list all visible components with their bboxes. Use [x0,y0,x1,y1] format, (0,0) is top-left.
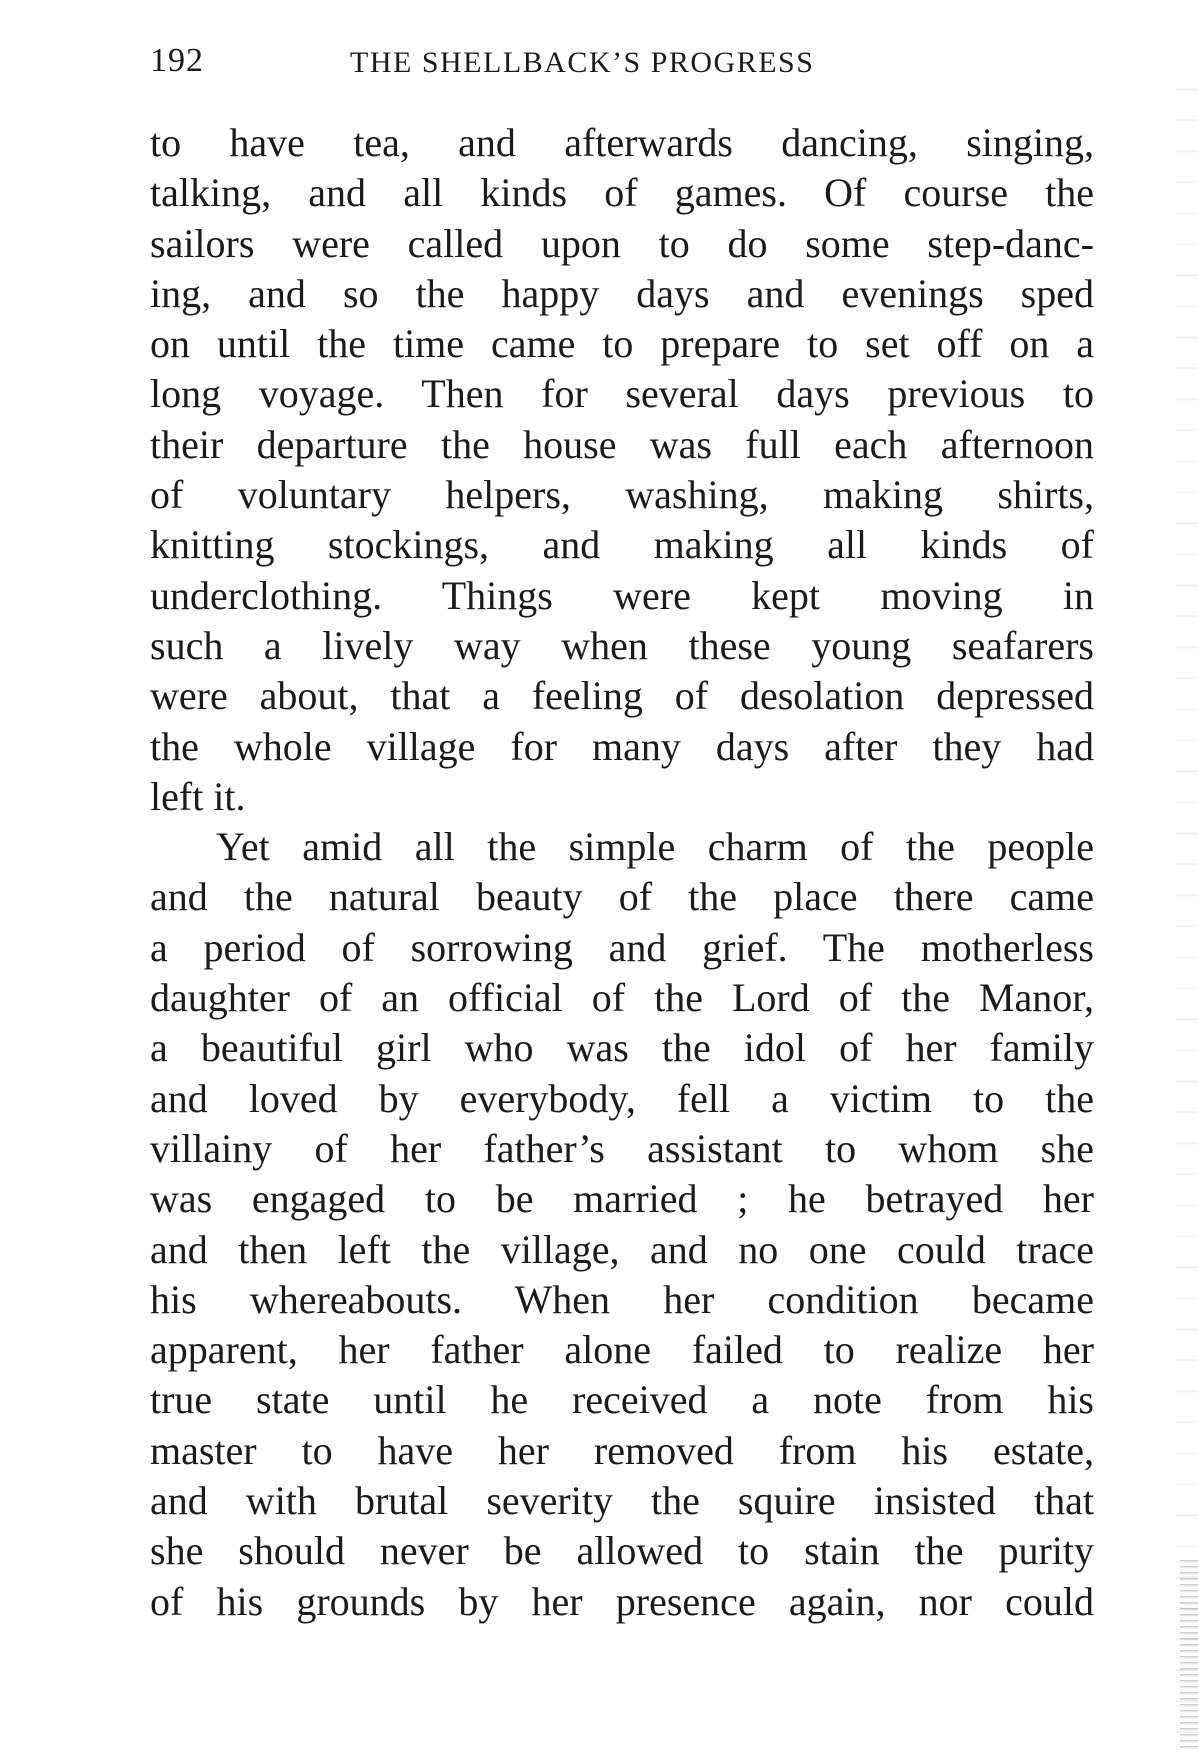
text-line: talking, and all kinds of games. Of course the [150,170,1094,216]
text-line: of his grounds by her presence again, nor could [150,1578,1094,1624]
text-line: and then left the village, and no one could trace [150,1226,1094,1272]
text-line: apparent, her father alone failed to realize her [150,1327,1094,1373]
text-line: long voyage. Then for several days previous to [150,371,1094,417]
text-line: their departure the house was full each afternoon [150,421,1094,467]
running-head: THE SHELLBACK’S PROGRESS [350,46,815,79]
page-number: 192 [150,42,204,79]
text-line: his whereabouts. When her condition became [150,1276,1094,1322]
text-line: she should never be allowed to stain the purity [150,1528,1094,1574]
text-line: and with brutal severity the squire insisted that [150,1478,1094,1524]
text-line: ing, and so the happy days and evenings sped [150,270,1094,316]
text-line: was engaged to be married ; he betrayed her [150,1176,1094,1222]
page-header [150,42,1090,92]
text-line: a beautiful girl who was the idol of her family [150,1025,1094,1071]
scan-edge-artifact [1176,60,1198,1750]
text-line: of voluntary helpers, washing, making shirts, [150,472,1094,518]
text-line: and loved by everybody, fell a victim to the [150,1075,1094,1121]
scan-edge-artifact [1180,1560,1198,1750]
paragraph-end-line: left it. [150,773,246,819]
text-line: the whole village for many days after they had [150,723,1094,769]
text-line: such a lively way when these young seafarers [150,622,1094,668]
text-line: to have tea, and afterwards dancing, singing, [150,120,1094,165]
text-line: on until the time came to prepare to set off on a [150,321,1094,367]
text-line: underclothing. Things were kept moving in [150,572,1094,618]
text-line: villainy of her father’s assistant to whom she [150,1125,1094,1171]
text-line: and the natural beauty of the place there came [150,874,1094,920]
text-line: knitting stockings, and making all kinds of [150,522,1094,568]
text-line: true state until he received a note from his [150,1377,1094,1423]
body-text [150,118,1094,1627]
text-line: daughter of an official of the Lord of the Manor, [150,975,1094,1021]
text-line: were about, that a feeling of desolation depressed [150,673,1094,719]
paragraph-start-line: Yet amid all the simple charm of the people [216,824,1094,870]
text-line: a period of sorrowing and grief. The motherless [150,924,1094,970]
text-line: master to have her removed from his estate, [150,1427,1094,1473]
text-line: sailors were called upon to do some step-danc- [150,220,1094,266]
